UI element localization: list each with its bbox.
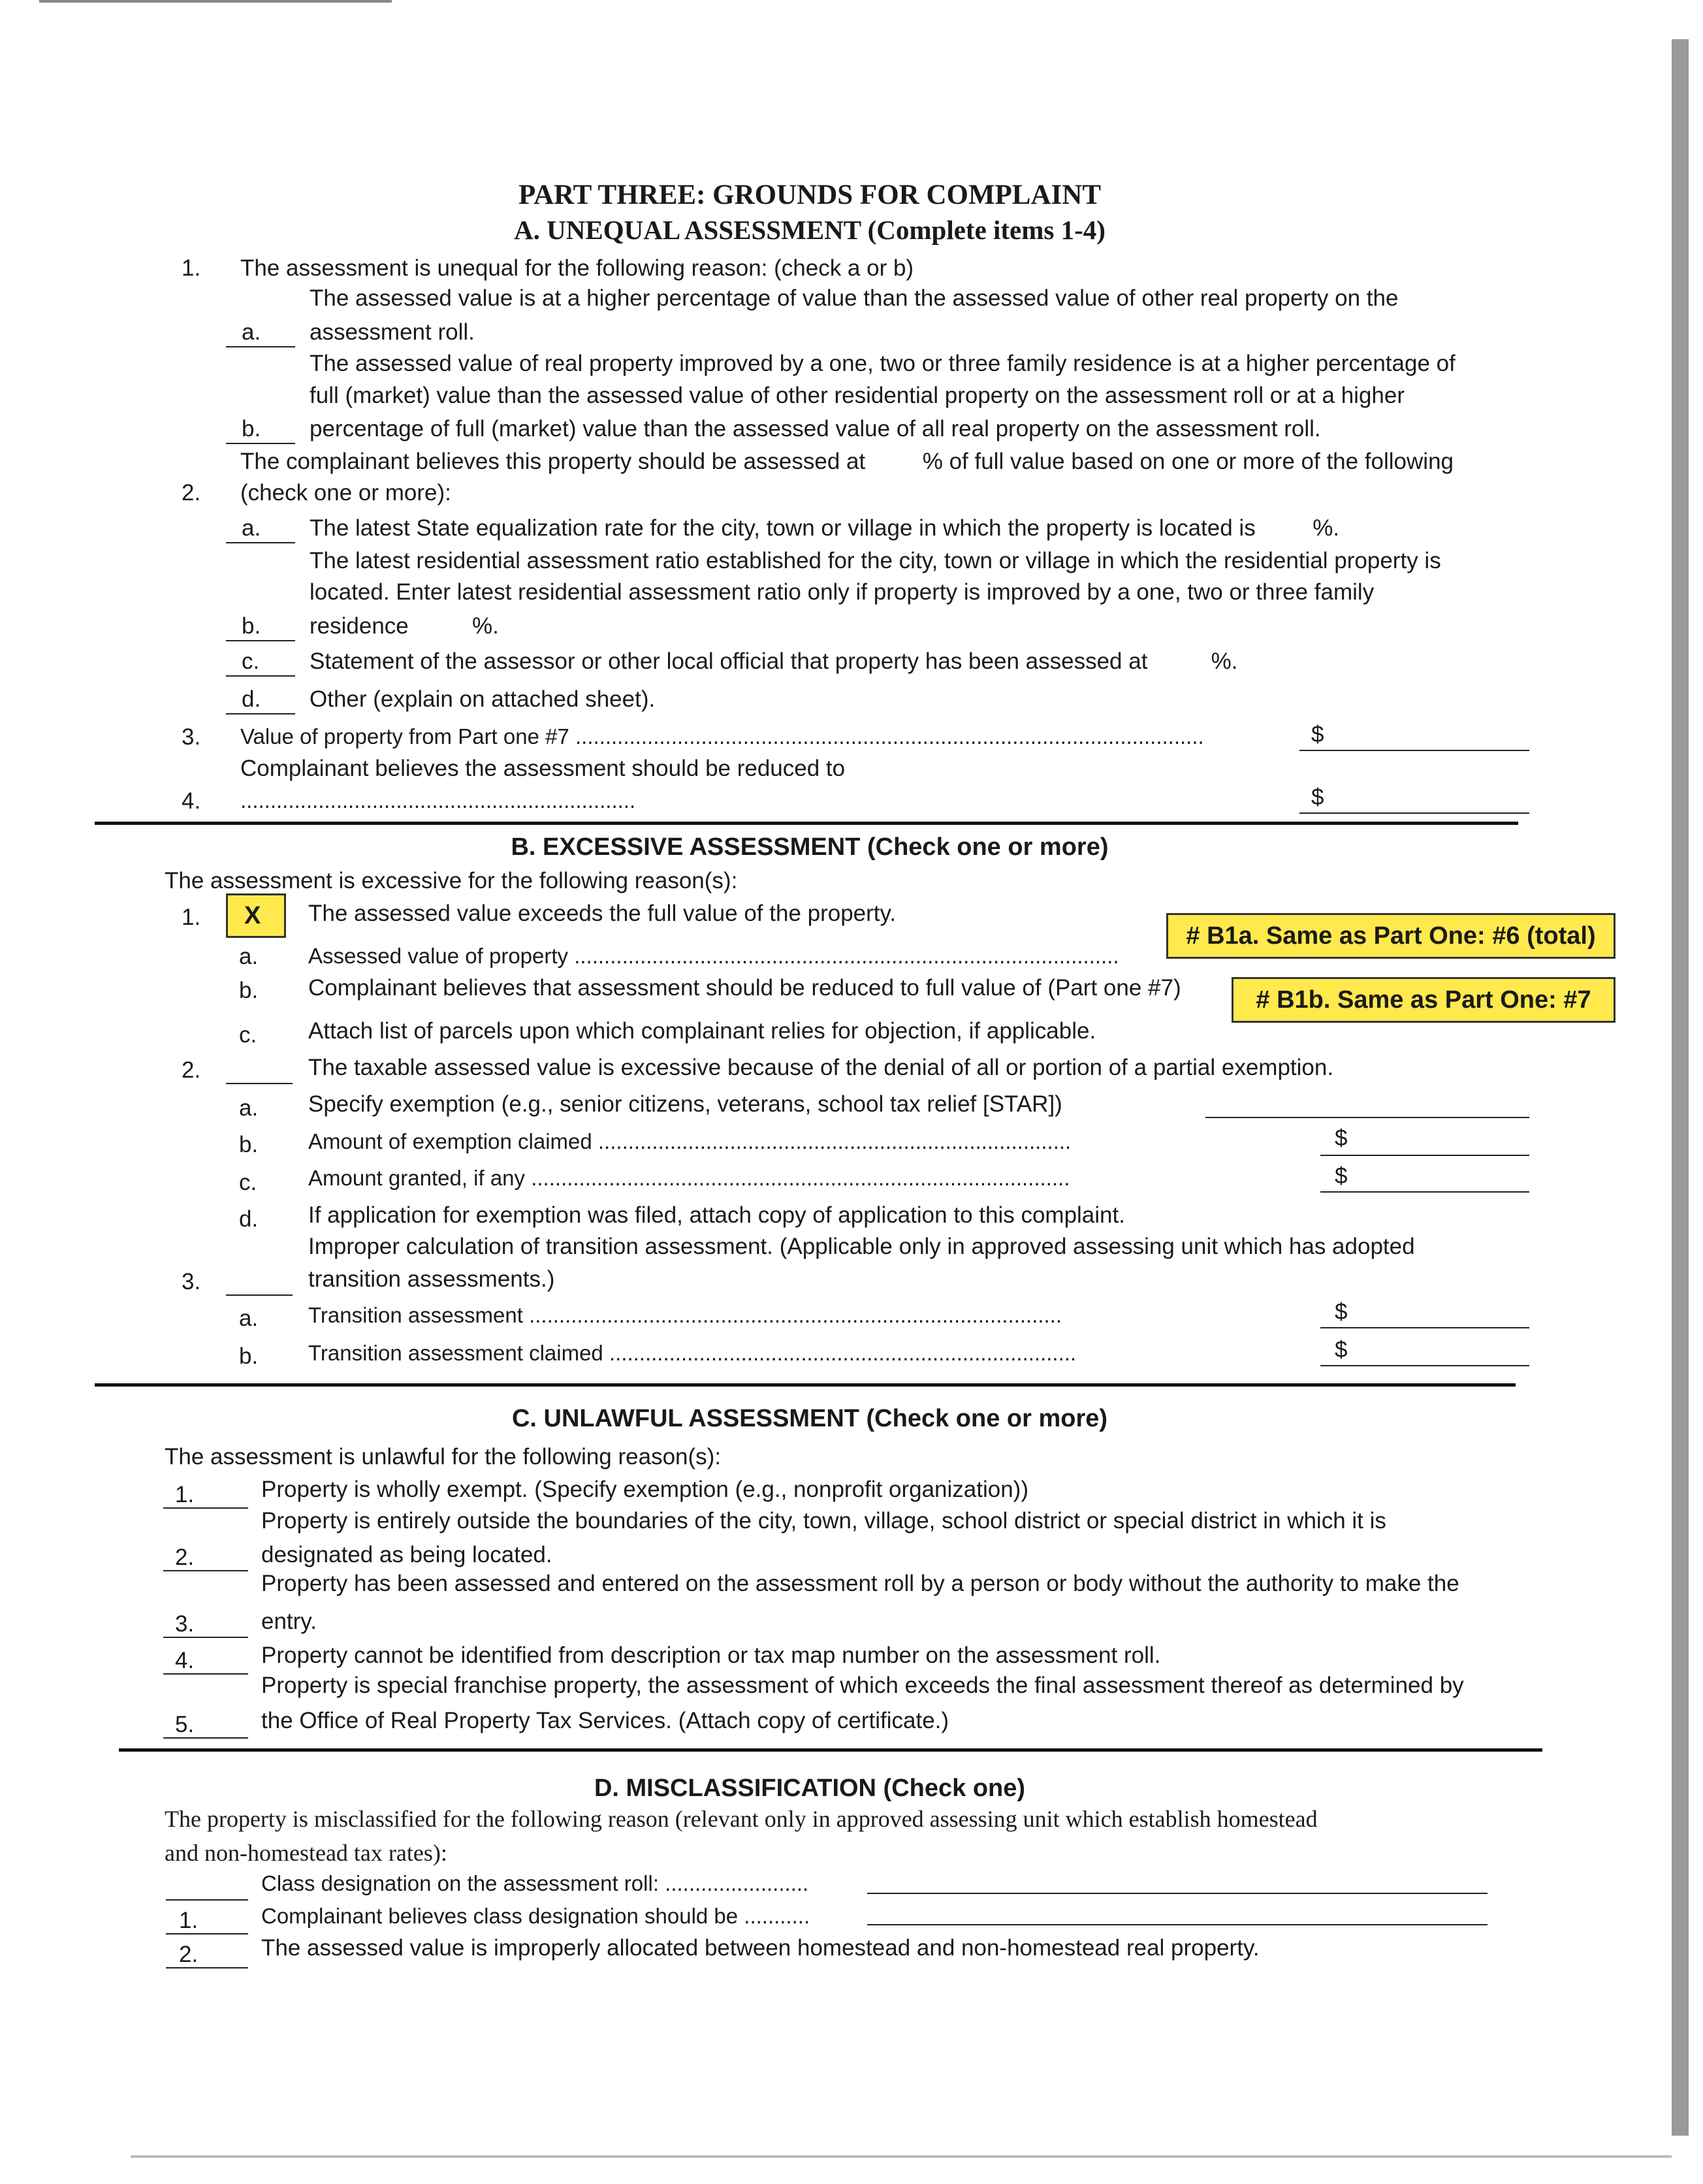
section-a-item3-num: 3. — [182, 724, 201, 750]
section-b-item2a-letter: a. — [239, 1095, 259, 1121]
section-divider-a-b — [95, 822, 1518, 825]
section-c-item5-line1: Property is special franchise property, the assessment of which exceeds the final assessment thereof as determined by — [261, 1673, 1464, 1698]
section-b-item2c-amount-field[interactable] — [1320, 1191, 1529, 1193]
section-c-item3-num: 3. — [175, 1611, 195, 1637]
section-a-item2a-letter: a. — [242, 515, 261, 541]
section-b-item2c-dollar: $ — [1335, 1163, 1348, 1189]
section-b-item1b-text: Complainant believes that assessment should be reduced to full value of (Part one #7) — [308, 975, 1181, 1001]
section-a-item2b-checkbox[interactable] — [226, 640, 295, 641]
section-b-item3-num: 3. — [182, 1269, 201, 1294]
section-c-item2-checkbox[interactable] — [163, 1570, 248, 1571]
section-a-item2b-letter: b. — [242, 613, 261, 639]
section-c-item4-text: Property cannot be identified from description or tax map number on the assessment roll. — [261, 1643, 1161, 1668]
section-b-item2b-amount-field[interactable] — [1320, 1155, 1529, 1156]
section-c-intro: The assessment is unlawful for the following reason(s): — [165, 1444, 722, 1469]
section-a-item2-line2: (check one or more): — [240, 480, 451, 506]
section-c-item2-line1: Property is entirely outside the boundaries of the city, town, village, school district or special district in which it is — [261, 1508, 1386, 1534]
section-a-item4-dots: .................................................................. — [240, 788, 636, 812]
section-d-intro-line1: The property is misclassified for the following reason (relevant only in approved assessing unit which establish homestead — [165, 1806, 1318, 1832]
section-c-item5-line2: the Office of Real Property Tax Services. (Attach copy of certificate.) — [261, 1708, 949, 1733]
section-a-item2a-text: The latest State equalization rate for the city, town or village in which the property is located is %. — [310, 515, 1340, 541]
section-a-item3-amount-field[interactable] — [1299, 750, 1529, 751]
section-b-item2b-dollar: $ — [1335, 1125, 1348, 1151]
section-a-item1a-letter: a. — [242, 319, 261, 345]
section-b-item2a-field[interactable] — [1205, 1117, 1529, 1118]
section-b-item1b-letter: b. — [239, 978, 259, 1003]
section-b-item2a-text: Specify exemption (e.g., senior citizens, veterans, school tax relief [STAR]) — [308, 1091, 1062, 1117]
section-a-item4-line1: Complainant believes the assessment should be reduced to — [240, 756, 846, 781]
section-b-item2-checkbox[interactable] — [226, 1083, 293, 1084]
section-d-intro-line2: and non-homestead tax rates): — [165, 1840, 447, 1866]
section-a-item2b-line3: residence %. — [310, 613, 499, 639]
section-c-item3-line2: entry. — [261, 1609, 317, 1634]
section-a-item2-num: 2. — [182, 480, 201, 506]
section-b-item2-num: 2. — [182, 1057, 201, 1083]
section-divider-c-d — [119, 1748, 1542, 1752]
section-c-item4-num: 4. — [175, 1648, 195, 1673]
section-a-item4-num: 4. — [182, 788, 201, 814]
section-b-item3-checkbox[interactable] — [226, 1294, 293, 1296]
section-b-item2d-letter: d. — [239, 1206, 259, 1232]
section-a-item2c-checkbox[interactable] — [226, 675, 295, 677]
section-b-item1c-text: Attach list of parcels upon which complainant relies for objection, if applicable. — [308, 1018, 1096, 1044]
section-a-item1a-line1: The assessed value is at a higher percentage of value than the assessed value of other real property on the — [310, 285, 1399, 311]
section-b-item3-line1: Improper calculation of transition assessment. (Applicable only in approved assessing unit which has adopted — [308, 1234, 1415, 1259]
section-a-item1-text: The assessment is unequal for the following reason: (check a or b) — [240, 255, 914, 281]
section-b-item2d-text: If application for exemption was filed, attach copy of application to this complaint. — [308, 1202, 1125, 1228]
section-b-item2c-text: Amount granted, if any .......................................................................................... — [308, 1166, 1070, 1190]
section-c-item5-num: 5. — [175, 1712, 195, 1737]
section-b-note-1b: # B1b. Same as Part One: #7 — [1232, 977, 1615, 1023]
section-c-item2-num: 2. — [175, 1545, 195, 1570]
section-a-heading: A. UNEQUAL ASSESSMENT (Complete items 1-4) — [514, 215, 1106, 245]
section-b-item3b-letter: b. — [239, 1343, 259, 1369]
section-b-item3b-text: Transition assessment claimed .............................................................................. — [308, 1341, 1077, 1365]
section-d-item2-text: The assessed value is improperly allocated between homestead and non-homestead real property. — [261, 1935, 1260, 1961]
section-a-item1b-line3: percentage of full (market) value than the assessed value of all real property on the assessment roll. — [310, 416, 1321, 442]
section-d-heading: D. MISCLASSIFICATION (Check one) — [594, 1774, 1026, 1802]
scan-edge-bottom — [131, 2155, 1672, 2158]
section-a-item1b-letter: b. — [242, 416, 261, 442]
section-c-item3-checkbox[interactable] — [163, 1637, 248, 1638]
section-b-item2b-text: Amount of exemption claimed ............................................................................... — [308, 1129, 1072, 1153]
section-b-item1-num: 1. — [182, 905, 201, 930]
section-a-item2d-letter: d. — [242, 686, 261, 712]
section-a-item2b-line2: located. Enter latest residential assessment ratio only if property is improved by a one, two or three family — [310, 579, 1375, 605]
section-a-item1-num: 1. — [182, 255, 201, 281]
section-a-item1a-checkbox[interactable] — [226, 346, 295, 347]
section-c-item3-line1: Property has been assessed and entered on the assessment roll by a person or body without the authority to make the — [261, 1571, 1459, 1596]
section-a-item1b-line1: The assessed value of real property improved by a one, two or three family residence is at a higher percentage of — [310, 351, 1456, 376]
section-d-item1-checkbox[interactable] — [166, 1933, 248, 1935]
section-a-item2c-text: Statement of the assessor or other local official that property has been assessed at %. — [310, 649, 1238, 674]
section-b-item3a-amount-field[interactable] — [1320, 1327, 1529, 1328]
section-b-item1a-letter: a. — [239, 944, 259, 969]
section-a-item1b-line2: full (market) value than the assessed value of other residential property on the assessment roll or at a higher — [310, 383, 1405, 408]
section-c-item1-num: 1. — [175, 1482, 195, 1507]
section-c-item5-checkbox[interactable] — [163, 1737, 248, 1739]
section-b-note-1a: # B1a. Same as Part One: #6 (total) — [1166, 913, 1615, 959]
section-c-item1-checkbox[interactable] — [163, 1507, 248, 1509]
section-a-item2b-line1: The latest residential assessment ratio established for the city, town or village in which the residential property is — [310, 548, 1441, 573]
scan-edge-right — [1672, 39, 1689, 2136]
section-a-item2d-checkbox[interactable] — [226, 713, 295, 715]
scan-edge-top — [39, 0, 392, 3]
section-b-item3b-dollar: $ — [1335, 1337, 1348, 1362]
section-a-item1a-line2: assessment roll. — [310, 319, 475, 345]
section-d-item1-line2: Complainant believes class designation should be ........... — [261, 1904, 810, 1928]
section-d-item2-checkbox[interactable] — [166, 1967, 248, 1968]
section-d-class-designation-field[interactable] — [867, 1893, 1488, 1894]
section-a-item3-dollar: $ — [1311, 722, 1324, 747]
section-a-item4-dollar: $ — [1311, 784, 1324, 810]
section-b-item3b-amount-field[interactable] — [1320, 1365, 1529, 1366]
section-c-item2-line2: designated as being located. — [261, 1542, 552, 1567]
section-b-item2b-letter: b. — [239, 1132, 259, 1157]
section-a-item2c-letter: c. — [242, 649, 260, 674]
section-d-item1-num: 1. — [179, 1908, 199, 1933]
section-d-believed-class-field[interactable] — [867, 1924, 1488, 1925]
section-a-item3-text: Value of property from Part one #7 ......................................................................................................... — [240, 724, 1204, 748]
section-a-item2a-checkbox[interactable] — [226, 542, 295, 543]
section-b-item2c-letter: c. — [239, 1170, 257, 1195]
section-b-item3-line2: transition assessments.) — [308, 1266, 555, 1292]
section-c-item4-checkbox[interactable] — [163, 1673, 248, 1675]
section-b-item1-text: The assessed value exceeds the full value of the property. — [308, 901, 897, 926]
page-title: PART THREE: GROUNDS FOR COMPLAINT — [518, 180, 1101, 210]
section-a-item2-line1: The complainant believes this property should be assessed at % of full value based on one or more of the following — [240, 449, 1454, 474]
section-c-heading: C. UNLAWFUL ASSESSMENT (Check one or more) — [511, 1405, 1108, 1432]
section-d-item2-num: 2. — [179, 1942, 199, 1967]
section-b-item2-text: The taxable assessed value is excessive because of the denial of all or portion of a partial exemption. — [308, 1055, 1334, 1080]
section-b-item3a-letter: a. — [239, 1306, 259, 1331]
section-b-item1a-text: Assessed value of property ........................................................................................... — [308, 944, 1119, 968]
section-d-blank-checkbox[interactable] — [166, 1899, 248, 1901]
section-divider-b-c — [95, 1383, 1516, 1387]
section-b-intro: The assessment is excessive for the following reason(s): — [165, 868, 738, 893]
section-d-item1-line1: Class designation on the assessment roll: ........................ — [261, 1871, 809, 1895]
section-b-heading: B. EXCESSIVE ASSESSMENT (Check one or more) — [511, 833, 1109, 861]
section-b-item1c-letter: c. — [239, 1022, 257, 1048]
section-b-item3a-dollar: $ — [1335, 1299, 1348, 1325]
section-a-item2d-text: Other (explain on attached sheet). — [310, 686, 656, 712]
section-a-item1b-checkbox[interactable] — [226, 443, 295, 444]
section-b-item3a-text: Transition assessment ......................................................................................... — [308, 1303, 1062, 1327]
section-b-item1-check-mark: X — [244, 902, 261, 929]
section-a-item4-amount-field[interactable] — [1299, 812, 1529, 814]
section-c-item1-text: Property is wholly exempt. (Specify exemption (e.g., nonprofit organization)) — [261, 1477, 1028, 1502]
